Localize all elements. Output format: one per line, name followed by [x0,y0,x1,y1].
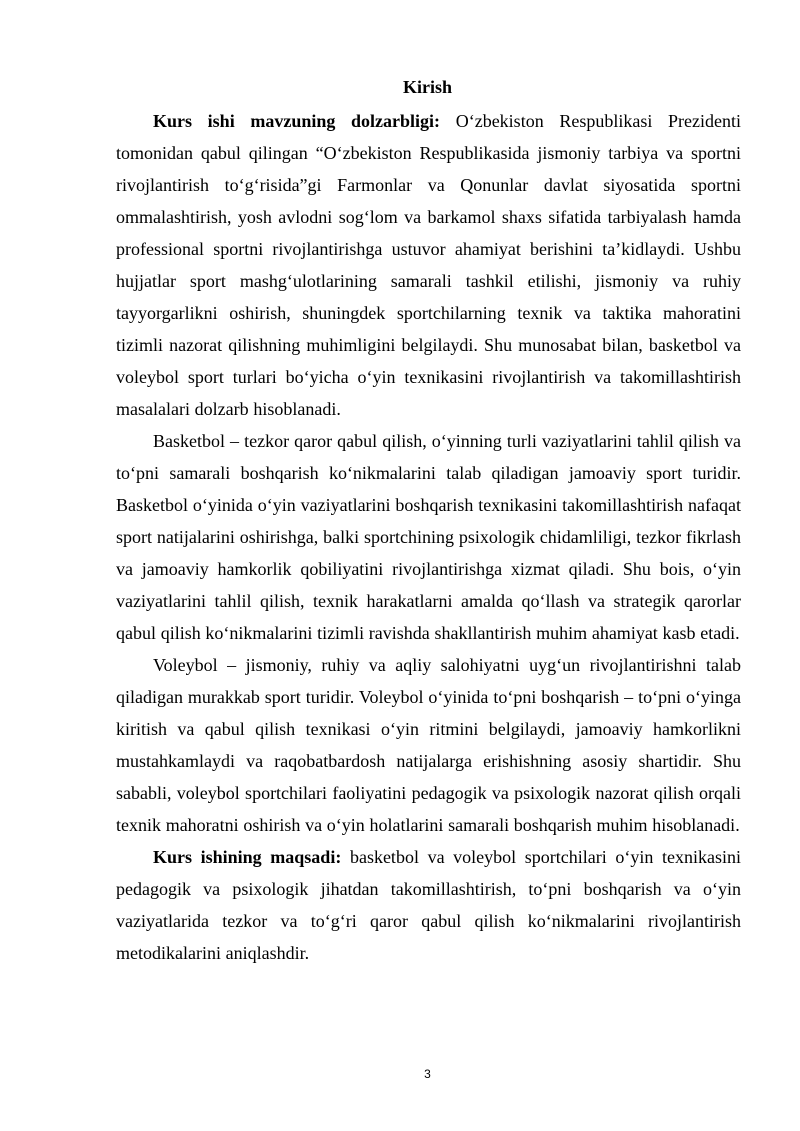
main-text [116,105,741,969]
paragraph-body: Voleybol – jismoniy, ruhiy va aqliy salohiyatni uyg‘un rivojlantirishni talab qiladigan murakkab sport turidir. Voleybol o‘yinida to‘pni boshqarish – to‘pni o‘yinga kiritish va qabul qilish texnikasi o‘yin ritmini belgilaydi, jamoaviy hamkorlikni mustahkamlaydi va raqobatbardosh natijalarga erishishning asosiy shartidir. Shu sababli, voleybol sportchilari faoliyatini pedagogik va psixologik nazorat qilish orqali texnik mahoratni oshirish va o‘yin holatlarini samarali boshqarish muhim hisoblanadi. [116,655,741,835]
paragraph-volleyball [116,649,741,841]
paragraph-basketball [116,425,741,649]
paragraph-body: basketbol va voleybol sportchilari o‘yin texnikasini pedagogik va psixologik jihatdan takomillashtirish, to‘pni boshqarish va o‘yin vaziyatlarida tezkor va to‘g‘ri qaror qabul qilish ko‘nikmalarini rivojlantirish metodikalarini aniqlashdir. [116,847,742,963]
paragraph-relevance [116,105,741,425]
paragraph-body: Basketbol – tezkor qaror qabul qilish, o‘yinning turli vaziyatlarini tahlil qilish va to‘pni samarali boshqarish ko‘nikmalarini talab qiladigan jamoaviy sport turidir. Basketbol o‘yinida o‘yin vaziyatlarini boshqarish texnikasini takomillashtirish nafaqat sport natijalarini oshirishga, balki sportchining psixologik chidamliligi, tezkor fikrlash va jamoaviy hamkorlik qobiliyatini rivojlantirishga xizmat qiladi. Shu bois, o‘yin vaziyatlarini tahlil qilish, texnik harakatlarni amalda qo‘llash va strategik qarorlar qabul qilish ko‘nikmalarini tizimli ravishda shakllantirish muhim ahamiyat kasb etadi. [116,431,741,643]
paragraph-body: O‘zbekiston Respublikasi Prezidenti tomonidan qabul qilingan “O‘zbekiston Respublikasida jismoniy tarbiya va sportni rivojlantirish to‘g‘risida”gi Farmonlar va Qonunlar davlat siyosatida sportni ommalashtirish, yosh avlodni sog‘lom va barkamol shaxs sifatida tarbiyalash hamda professional sportni rivojlantirishga ustuvor ahamiyat berishini ta’kidlaydi. Ushbu hujjatlar sport mashg‘ulotlarining samarali tashkil etilishi, jismoniy va ruhiy tayyorgarlikni oshirish, shuningdek sportchilarning texnik va taktika mahoratini tizimli nazorat qilishning muhimligini belgilaydi. Shu munosabat bilan, basketbol va voleybol sport turlari bo‘yicha o‘yin texnikasini rivojlantirish va takomillashtirish masalalari dolzarb hisoblanadi. [116,111,741,419]
page-title: Kirish [402,77,452,97]
page-number: 3 [424,1067,431,1081]
paragraph-purpose [116,841,741,969]
paragraph-lead: Kurs ishining maqsadi: [153,847,342,867]
paragraph-lead: Kurs ishi mavzuning dolzarbligi: [153,111,441,131]
